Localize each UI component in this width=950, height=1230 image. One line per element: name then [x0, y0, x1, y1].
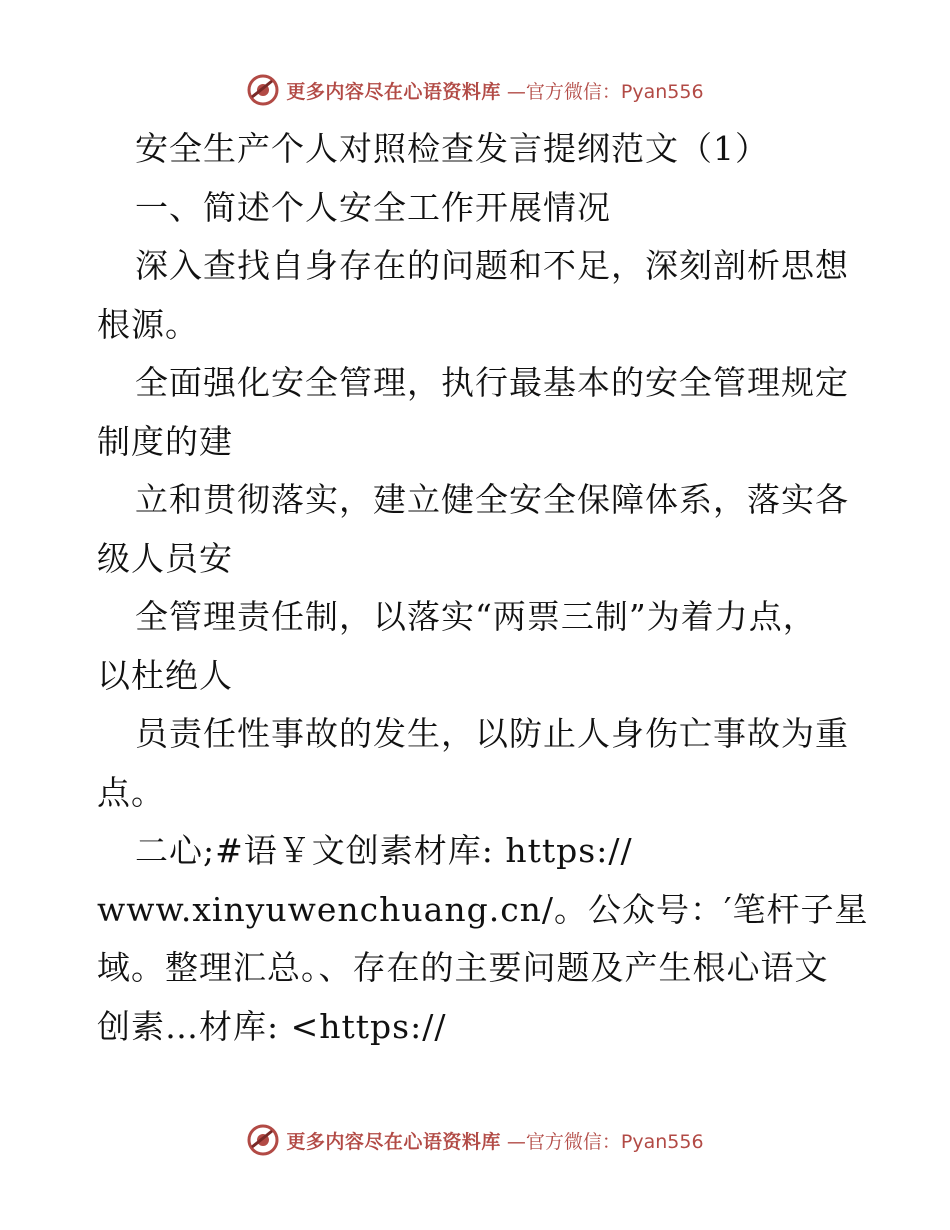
footer-banner-suffix: —官方微信：Pyan556: [506, 1130, 704, 1153]
paragraph-line: www.xinyuwenchuang.cn/。公众号：′笔杆子星: [97, 889, 869, 929]
section-heading: 一、简述个人安全工作开展情况: [135, 187, 611, 227]
footer-banner-text: 更多内容尽在心语资料库: [286, 1130, 501, 1153]
paragraph-line: 立和贯彻落实，建立健全安全保障体系，落实各: [135, 480, 849, 519]
red-seal-logo-icon: [246, 73, 280, 107]
header-banner-text: 更多内容尽在心语资料库: [286, 80, 501, 103]
paragraph-line: 全管理责任制，以落实“两票三制”为着力点，: [135, 597, 817, 636]
header-banner: [0, 70, 950, 110]
footer-banner: [0, 1120, 950, 1160]
red-seal-logo-icon: [246, 1123, 280, 1157]
paragraph-line: 创素…材库: <https://: [97, 1006, 447, 1046]
header-banner-suffix: —官方微信：Pyan556: [506, 80, 704, 103]
document-body: [97, 120, 869, 1056]
paragraph-line: 以杜绝人: [97, 655, 233, 695]
paragraph-line: 员责任性事故的发生，以防止人身伤亡事故为重: [135, 714, 849, 753]
paragraph-line: 二心;#语￥文创素材库: https://: [135, 831, 633, 870]
paragraph-line: 级人员安: [97, 538, 233, 578]
paragraph-line: 深入查找自身存在的问题和不足，深刻剖析思想: [135, 246, 849, 285]
document-title: 安全生产个人对照检查发言提纲范文（1）: [135, 129, 769, 168]
paragraph-line: 根源。: [97, 304, 199, 344]
paragraph-line: 全面强化安全管理，执行最基本的安全管理规定: [135, 363, 849, 402]
paragraph-line: 点。: [97, 772, 165, 812]
paragraph-line: 制度的建: [97, 421, 233, 461]
paragraph-line: 域。整理汇总。、存在的主要问题及产生根心语文: [97, 948, 829, 987]
